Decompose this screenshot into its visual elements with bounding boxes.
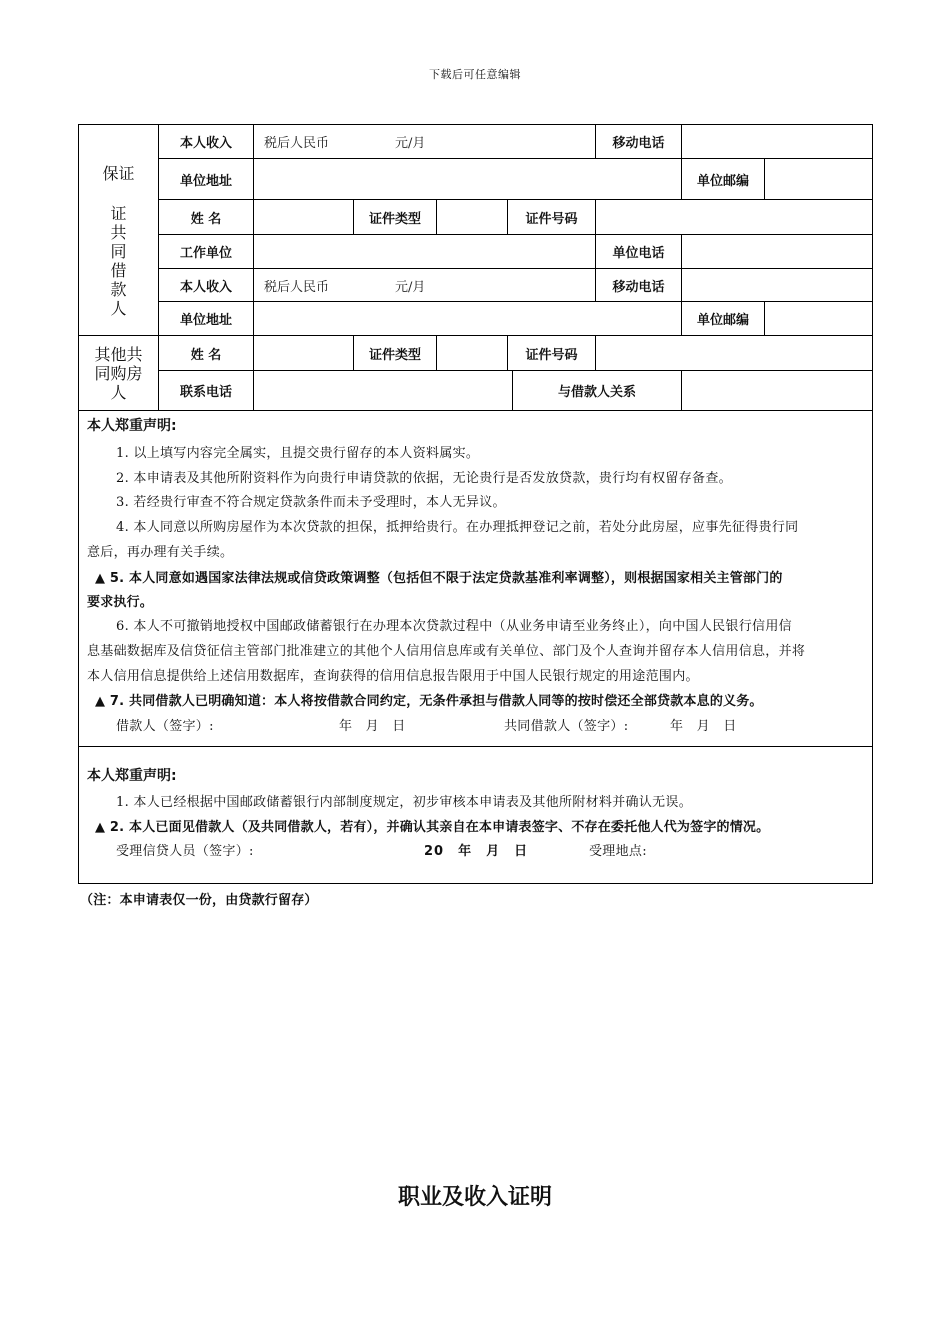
- co-borrower-signature-date: 年 月 日: [670, 719, 737, 734]
- co-borrower-mobile-label: 移动电话: [595, 268, 682, 302]
- declaration-item-1: 1. 以上填写内容完全属实，且提交贵行留存的本人资料属实。: [116, 446, 480, 461]
- borrower-signature-label: 借款人（签字）:: [116, 719, 214, 734]
- other-buyer-name-field[interactable]: [253, 335, 354, 371]
- guarantor-mobile-label: 移动电话: [595, 124, 682, 159]
- co-borrower-postcode-field[interactable]: [764, 301, 873, 336]
- declaration-item-6-cont2: 本人信用信息提供给上述信用数据库，查询获得的信用信息报告限用于中国人民银行规定的用途范围内。: [87, 669, 699, 684]
- declaration-item-4-cont: 意后，再办理有关手续。: [87, 545, 234, 560]
- co-borrower-label-text: 证 共 同 借 款 人: [110, 204, 127, 318]
- other-buyer-relation-field[interactable]: [681, 370, 873, 411]
- declaration-item-5: ▲ 5. 本人同意如遇国家法律法规或信贷政策调整（包括但不限于法定贷款基准利率调整），则根据国家相关主管部门的: [95, 571, 783, 586]
- co-borrower-postcode-label: 单位邮编: [681, 301, 765, 336]
- declaration-item-3: 3. 若经贵行审查不符合规定贷款条件而未予受理时，本人无异议。: [116, 495, 506, 510]
- declaration-officer-heading: 本人郑重声明:: [87, 768, 177, 784]
- guarantor-income-field[interactable]: [253, 124, 596, 159]
- other-buyer-label-text: 其他共 同购房 人: [94, 344, 143, 402]
- co-borrower-id-number-label: 证件号码: [507, 199, 596, 235]
- income-unit: 元/月: [395, 136, 426, 151]
- other-buyer-name-label: 姓 名: [158, 335, 254, 371]
- declaration-item-7: ▲ 7. 共同借款人已明确知道：本人将按借款合同约定，无条件承担与借款人同等的按时偿还全部贷款本息的义务。: [95, 694, 763, 709]
- other-buyer-relation-label: 与借款人关系: [512, 370, 682, 411]
- declaration-item-6-cont1: 息基础数据库及信贷征信主管部门批准建立的其他个人信用信息库或有关单位、部门及个人查询并留存本人信用信息，并将: [87, 644, 806, 659]
- other-buyer-section-label: [78, 335, 159, 411]
- co-borrower-work-unit-field[interactable]: [253, 234, 596, 269]
- other-buyer-id-number-field[interactable]: [595, 335, 873, 371]
- form-note: （注：本申请表仅一份，由贷款行留存）: [80, 893, 318, 908]
- co-borrower-address-label: 单位地址: [158, 301, 254, 336]
- income-prefix: 税后人民币: [264, 279, 330, 295]
- officer-signature-label: 受理信贷人员（签字）:: [116, 844, 254, 859]
- co-borrower-id-number-field[interactable]: [595, 199, 873, 235]
- other-buyer-id-type-label: 证件类型: [353, 335, 437, 371]
- co-borrower-work-unit-label: 工作单位: [158, 234, 254, 269]
- officer-item-2: ▲ 2. 本人已面见借款人（及共同借款人，若有），并确认其亲自在本申请表签字、不存在委托他人代为签字的情况。: [95, 820, 770, 835]
- other-buyer-contact-field[interactable]: [253, 370, 513, 411]
- officer-signature-date: 20 年 月 日: [424, 844, 529, 859]
- co-borrower-signature-label: 共同借款人（签字）:: [504, 719, 629, 734]
- co-borrower-id-type-field[interactable]: [436, 199, 508, 235]
- co-borrower-mobile-field[interactable]: [681, 268, 873, 302]
- declaration-item-5-cont: 要求执行。: [87, 595, 154, 610]
- guarantor-income-label: 本人收入: [158, 124, 254, 159]
- declaration-item-2: 2. 本申请表及其他所附资料作为向贵行申请贷款的依据，无论贵行是否发放贷款，贵行均有权留存备查。: [116, 471, 732, 486]
- income-unit: 元/月: [395, 279, 426, 295]
- declaration-officer-box: [78, 746, 873, 884]
- co-borrower-income-field[interactable]: [253, 268, 596, 302]
- co-borrower-section-label: [78, 199, 159, 336]
- guarantor-mobile-field[interactable]: [681, 124, 873, 159]
- co-borrower-income-label: 本人收入: [158, 268, 254, 302]
- co-borrower-id-type-label: 证件类型: [353, 199, 437, 235]
- co-borrower-address-field[interactable]: [253, 301, 682, 336]
- officer-item-1: 1. 本人已经根据中国邮政储蓄银行内部制度规定，初步审核本申请表及其他所附材料并确认无误。: [116, 795, 693, 810]
- declaration-item-4: 4. 本人同意以所购房屋作为本次贷款的担保，抵押给贵行。在办理抵押登记之前，若处分此房屋，应事先征得贵行同: [116, 520, 799, 535]
- co-borrower-unit-phone-field[interactable]: [681, 234, 873, 269]
- other-buyer-id-type-field[interactable]: [436, 335, 508, 371]
- acceptance-place-label: 受理地点:: [589, 844, 647, 859]
- guarantor-postcode-field[interactable]: [764, 158, 873, 200]
- other-buyer-id-number-label: 证件号码: [507, 335, 596, 371]
- other-buyer-contact-label: 联系电话: [158, 370, 254, 411]
- page-header: 下载后可任意编辑: [429, 68, 521, 81]
- declaration-applicant-heading: 本人郑重声明:: [87, 418, 177, 434]
- co-borrower-name-label: 姓 名: [158, 199, 254, 235]
- next-page-title: 职业及收入证明: [397, 1184, 552, 1210]
- borrower-signature-date: 年 月 日: [339, 719, 406, 734]
- co-borrower-name-field[interactable]: [253, 199, 354, 235]
- guarantor-address-field[interactable]: [253, 158, 682, 200]
- co-borrower-unit-phone-label: 单位电话: [595, 234, 682, 269]
- guarantor-postcode-label: 单位邮编: [681, 158, 765, 200]
- income-prefix: 税后人民币: [264, 136, 330, 151]
- guarantor-section-label: [78, 124, 159, 200]
- guarantor-address-label: 单位地址: [158, 158, 254, 200]
- declaration-item-6: 6. 本人不可撤销地授权中国邮政储蓄银行在办理本次贷款过程中（从业务申请至业务终止），向中国人民银行信用信: [116, 619, 792, 634]
- guarantor-label-text: 保证: [102, 164, 135, 183]
